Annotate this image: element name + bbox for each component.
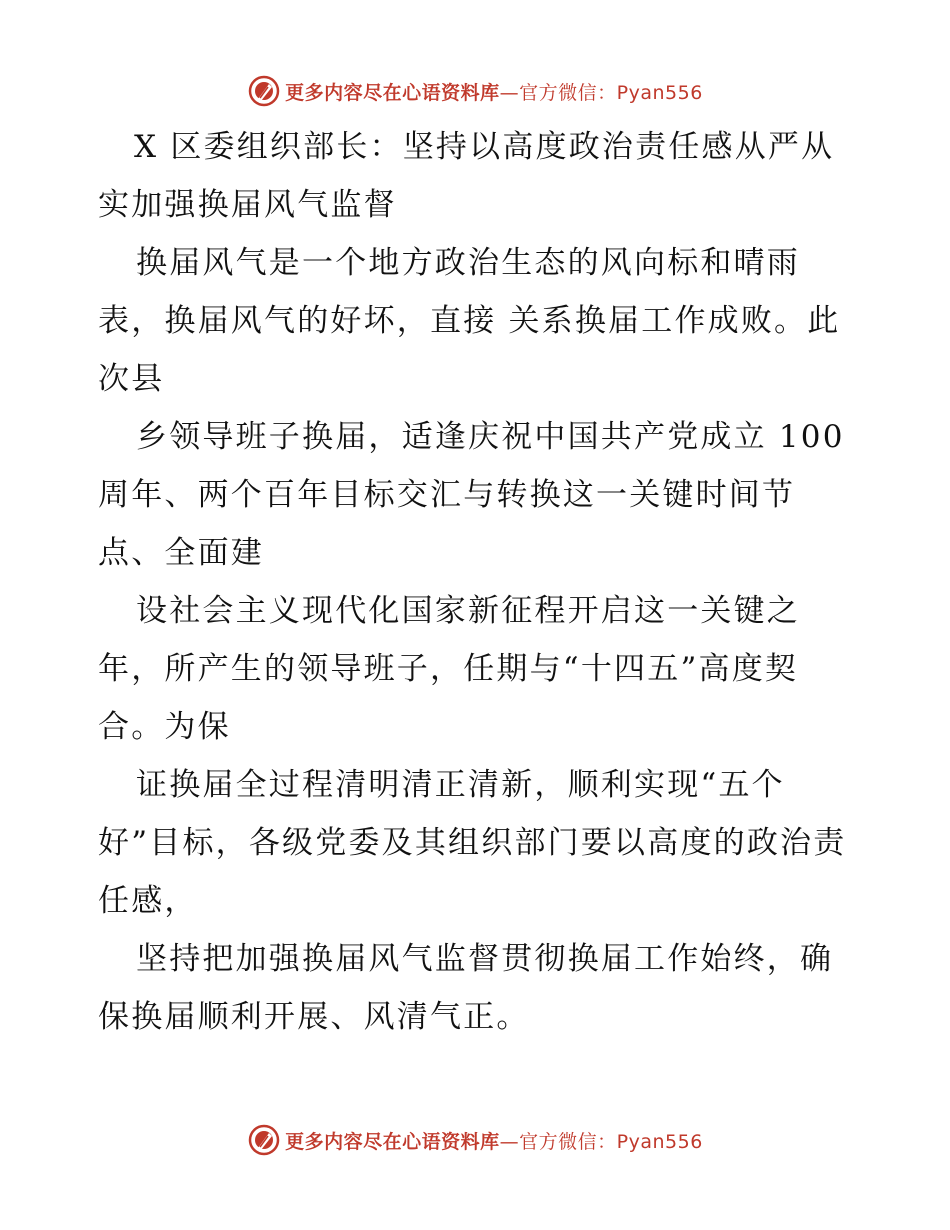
pen-nib-logo-icon: [247, 74, 281, 108]
paragraph: 坚持把加强换届风气监督贯彻换届工作始终，确保换届顺利开展、风清气正。: [98, 941, 834, 1035]
document-title: X 区委组织部长：坚持以高度政治责任感从严从实加强换届风气监督: [98, 129, 835, 223]
header-banner: [0, 71, 950, 111]
header-promo-text: 更多内容尽在心语资料库: [285, 81, 500, 104]
paragraph: 乡领导班子换届，适逢庆祝中国共产党成立 100 周年、两个百年目标交汇与转换这一关键时间节点、全面建: [98, 419, 845, 571]
footer-separator: —: [499, 1130, 520, 1153]
header-separator: —: [499, 81, 520, 104]
paragraph: 证换届全过程清明清正清新，顺利实现“五个好”目标，各级党委及其组织部门要以高度的政治责任感，: [98, 767, 847, 919]
footer-contact-text: 官方微信：Pyan556: [519, 1130, 703, 1153]
paragraph: 设社会主义现代化国家新征程开启这一关键之年，所产生的领导班子，任期与“十四五”高度契合。为保: [98, 593, 800, 745]
footer-banner: [0, 1120, 950, 1160]
footer-promo-text: 更多内容尽在心语资料库: [285, 1130, 500, 1153]
pen-nib-logo-icon: [247, 1123, 281, 1157]
document-body: [98, 118, 858, 1046]
paragraph: 换届风气是一个地方政治生态的风向标和晴雨表，换届风气的好坏，直接 关系换届工作成败。此次县: [98, 245, 841, 397]
header-banner-text: [285, 78, 703, 105]
header-contact-text: 官方微信：Pyan556: [519, 81, 703, 104]
footer-banner-text: [285, 1127, 703, 1154]
